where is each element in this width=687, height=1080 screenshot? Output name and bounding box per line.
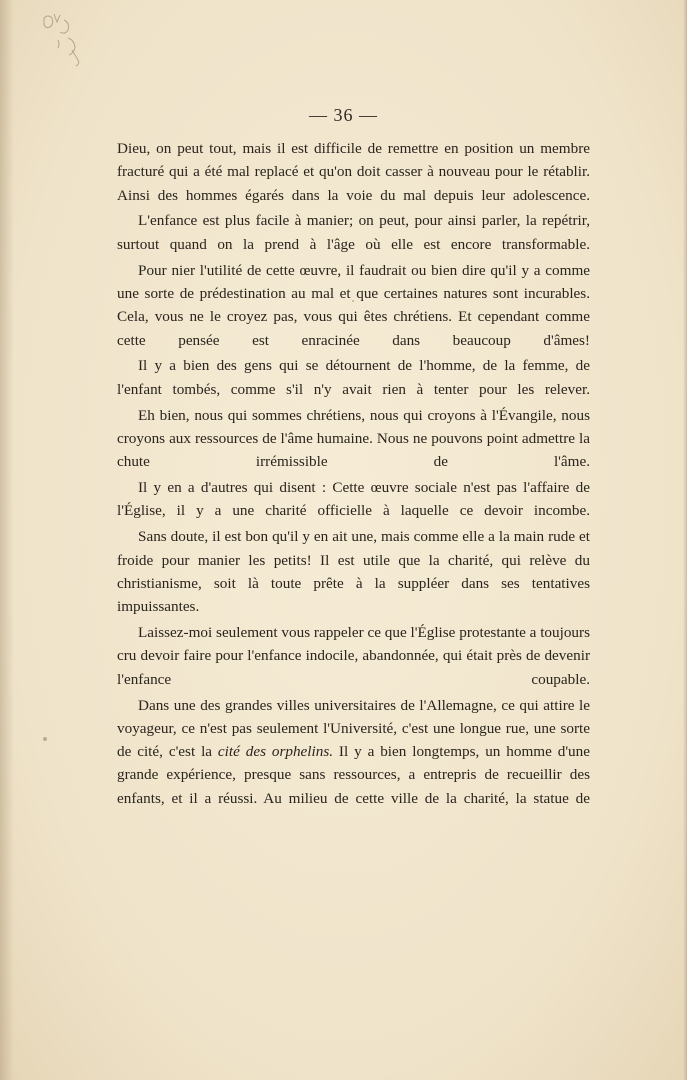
paragraph: Il y en a d'autres qui disent : Cette œuvre sociale n'est pas l'affaire de l'Église, il y a une charité officielle à laquelle ce devoir incombe.: [117, 479, 590, 520]
paragraph: Il y a bien des gens qui se détournent de l'homme, de la femme, de l'enfant tombés, comme s'il n'y avait rien à tenter pour les relever.: [117, 357, 590, 398]
paragraph: Laissez-moi seulement vous rappeler ce que l'Église protestante a toujours cru devoir faire pour l'enfance indocile, abandonnée, qui était près de devenir l'enfance coupable.: [117, 624, 590, 688]
binding-shadow: [0, 0, 14, 1080]
paper-speck: [43, 737, 47, 741]
italic-phrase: cité des orphelins.: [217, 743, 334, 761]
paragraph-text: Il y a bien longtemps, un homme d'une grande expérience, presque sans ressources, a entrepris de recueillir des enfants, et il a réussi. Au milieu de cette ville de la charité, la statue de: [117, 743, 590, 807]
body-text: [117, 137, 590, 810]
page-number: — 36 —: [309, 105, 378, 125]
paper-speck: [352, 300, 354, 302]
paragraph: Eh bien, nous qui sommes chrétiens, nous qui croyons à l'Évangile, nous croyons aux ressources de l'âme humaine. Nous ne pouvons point admettre la chute irrémissible de l'âme.: [117, 406, 590, 471]
paragraph: Pour nier l'utilité de cette œuvre, il faudrait ou bien dire qu'il y a comme une sorte de prédestination au mal et que certaines natures sont incurables. Cela, vous ne le croyez pas, vous qui êtes chrétiens. Et cependant comme cette pensée est enracinée dans beaucoup d'âmes!: [117, 261, 590, 349]
page-edge: [683, 0, 687, 1080]
paragraph: L'enfance est plus facile à manier; on peut, pour ainsi parler, la repétrir, surtout quand on la prend à l'âge où elle est encore transformable.: [117, 212, 590, 253]
paragraph: Dieu, on peut tout, mais il est difficile de remettre en position un membre fracturé qui a été mal replacé et qu'on doit casser à nouveau pour le rétablir. Ainsi des hommes égarés dans la voie du mal depuis leur adolescence.: [117, 140, 590, 204]
paragraph-last: [117, 694, 590, 810]
paragraph: Sans doute, il est bon qu'il y en ait une, mais comme elle a la main rude et froide pour manier les petits! Il est utile que la charité, qui relève du christianisme, soit là toute prête à la suppléer dans ses tentatives impuissantes.: [117, 528, 590, 616]
paragraph-text: Dans une des grandes villes universitaires de l'Allemagne, ce qui attire le voyageur, ce n'est pas seulement l'Université, c'est une longue rue, une sorte de cité, c'est la: [117, 696, 590, 761]
library-stamp-icon: [38, 10, 90, 72]
